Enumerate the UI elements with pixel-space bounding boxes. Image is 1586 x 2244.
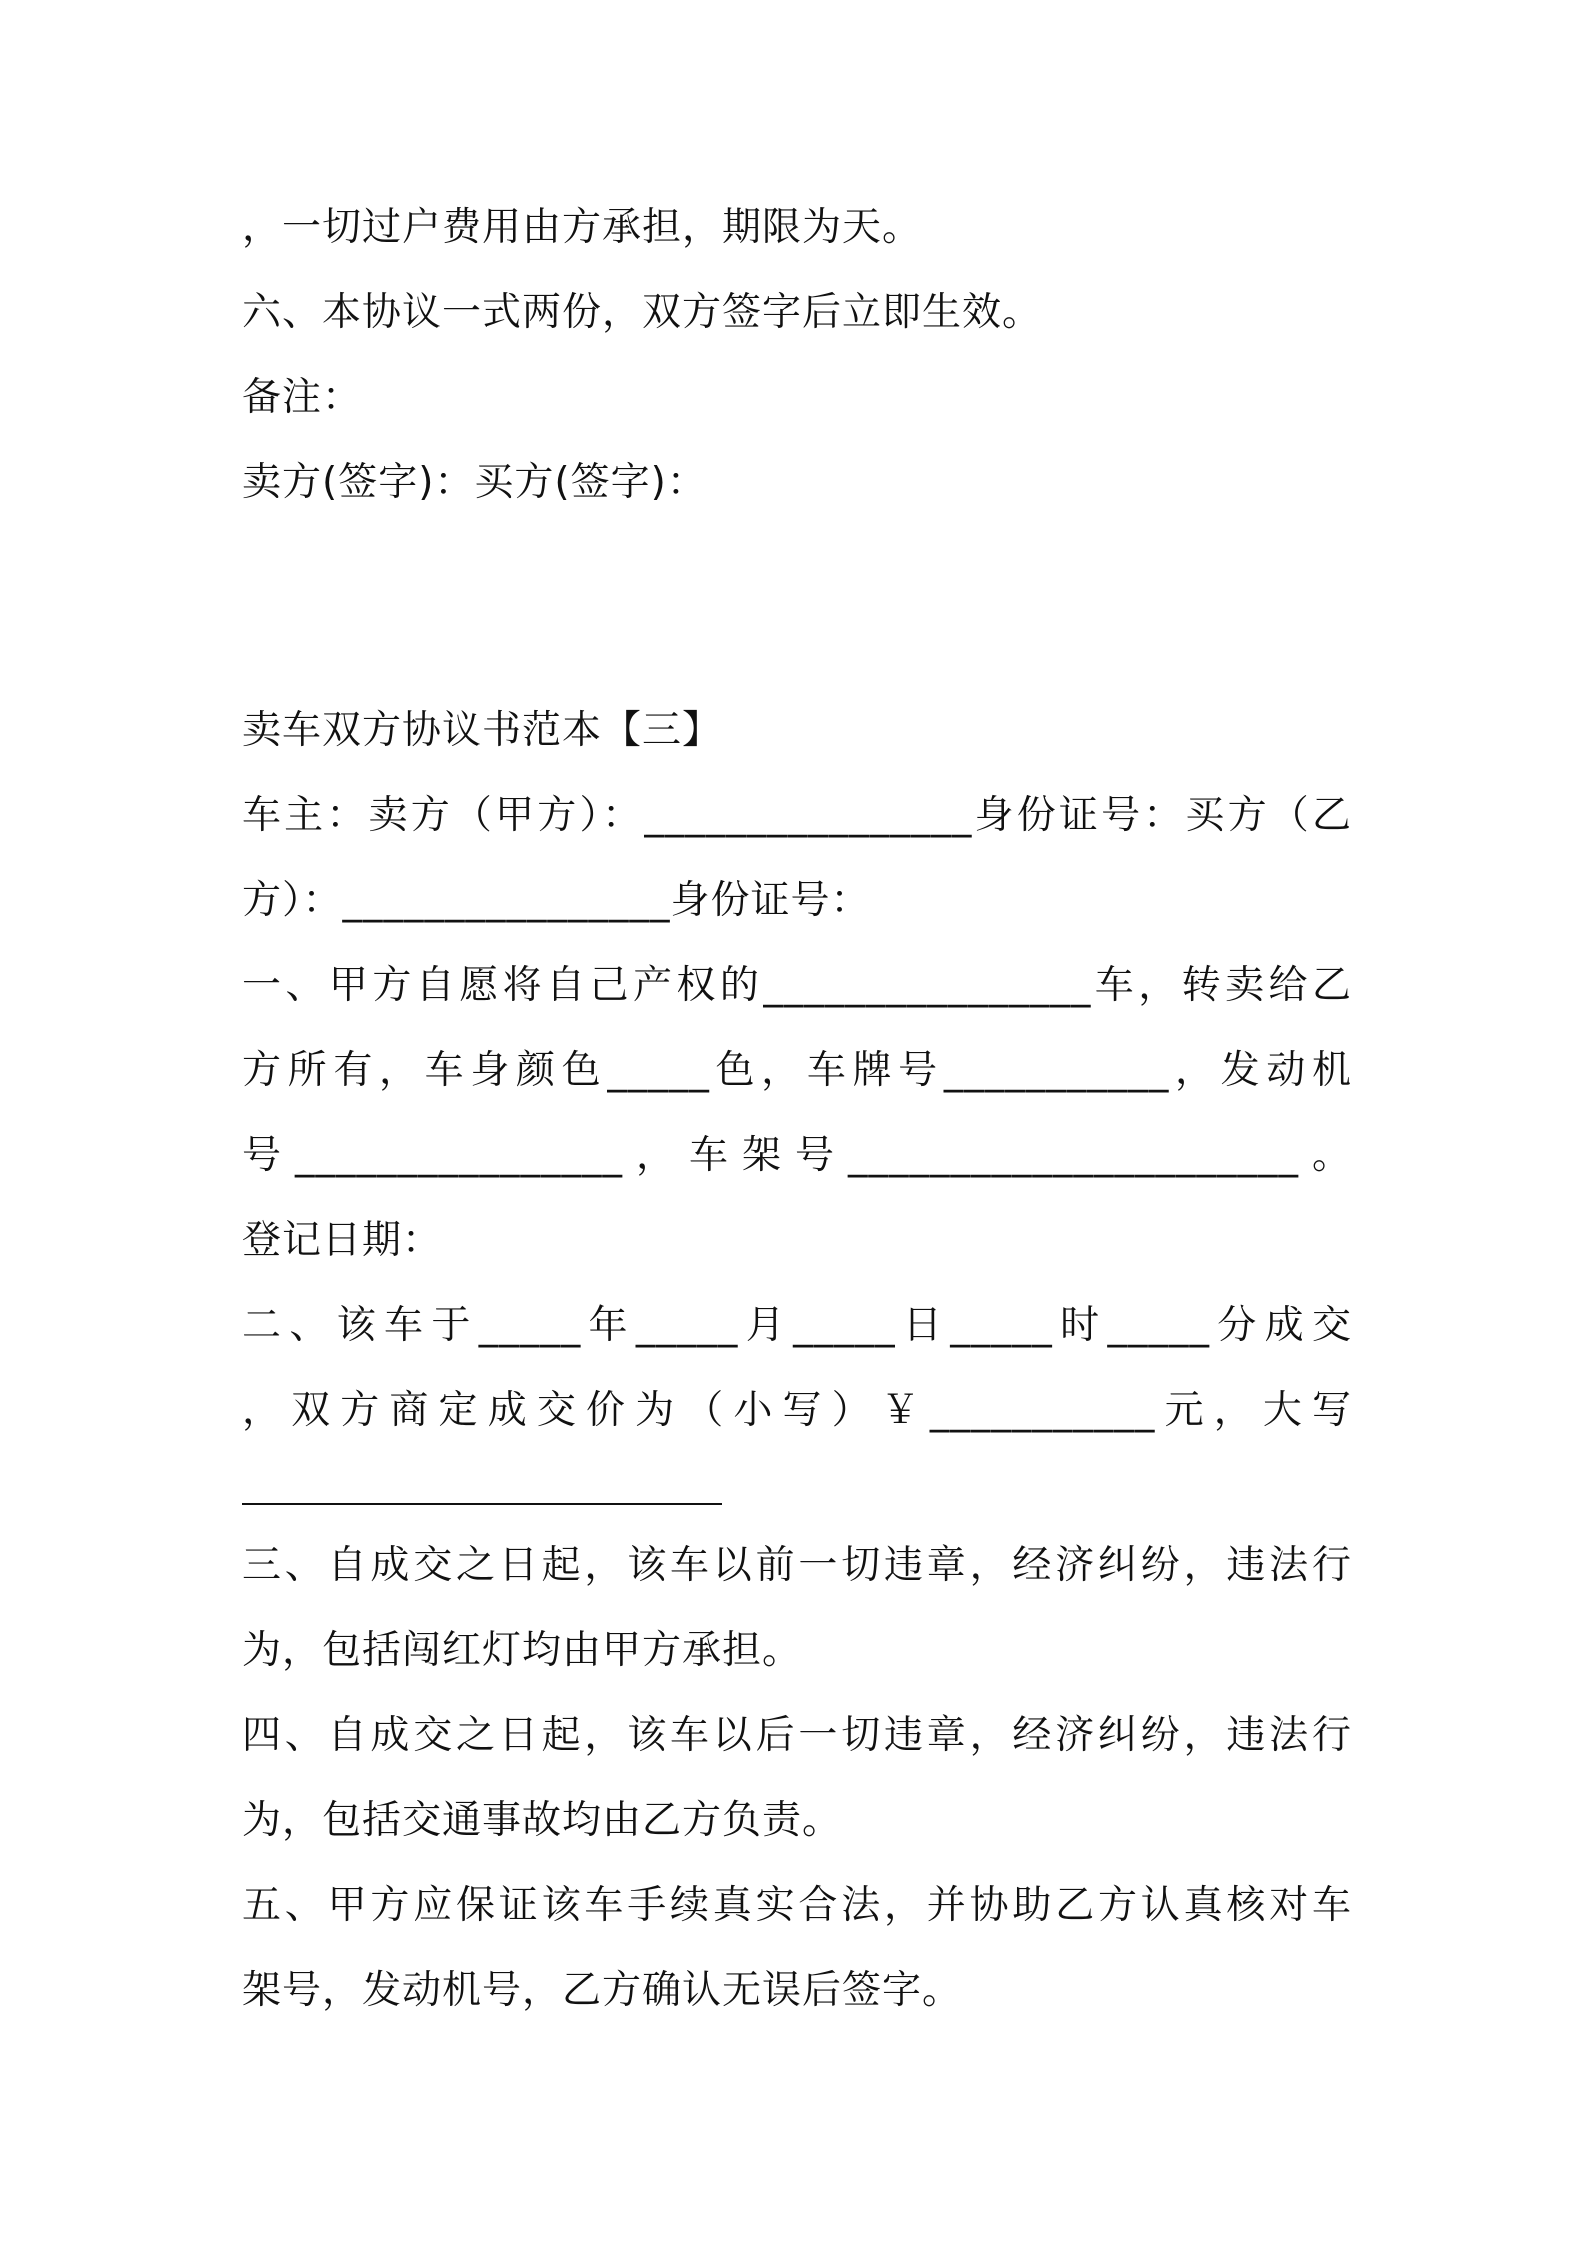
paragraph-line: 六、本协议一式两份，双方签字后立即生效。 <box>242 290 1043 335</box>
paragraph-line: 四、自成交之日起，该车以后一切违章，经济纠纷，违法行 <box>242 1713 1352 1758</box>
paragraph-line: 一、甲方自愿将自己产权的________________车，转卖给乙 <box>242 963 1352 1008</box>
paragraph-line: ，双方商定成交价为（小写）￥___________元，大写 <box>242 1388 1352 1433</box>
paragraph-line: 架号，发动机号，乙方确认无误后签字。 <box>242 1968 963 2013</box>
paragraph-line: 二、该车于_____年_____月_____日_____时_____分成交 <box>242 1303 1352 1348</box>
signature-line: 卖方(签字)：买方(签字)： <box>242 460 707 505</box>
fill-in-blank-line <box>242 1503 722 1505</box>
paragraph-line: 登记日期： <box>242 1218 443 1263</box>
paragraph-line: 备注： <box>242 375 363 420</box>
paragraph-line: 方所有，车身颜色_____色，车牌号___________，发动机 <box>242 1048 1352 1093</box>
paragraph-line: 车主：卖方（甲方）：________________身份证号：买方（乙 <box>242 793 1352 838</box>
paragraph-line: 三、自成交之日起，该车以前一切违章，经济纠纷，违法行 <box>242 1543 1352 1588</box>
paragraph-line: 为，包括闯红灯均由甲方承担。 <box>242 1628 803 1673</box>
paragraph-line: 五、甲方应保证该车手续真实合法，并协助乙方认真核对车 <box>242 1883 1352 1928</box>
paragraph-line: 号________________，车架号______________________。 <box>242 1133 1352 1178</box>
section-title: 卖车双方协议书范本【三】 <box>242 708 723 753</box>
paragraph-line: 为，包括交通事故均由乙方负责。 <box>242 1798 843 1843</box>
paragraph-line: 方）：________________身份证号： <box>242 878 871 923</box>
paragraph-line: ，一切过户费用由方承担，期限为天。 <box>242 205 923 250</box>
